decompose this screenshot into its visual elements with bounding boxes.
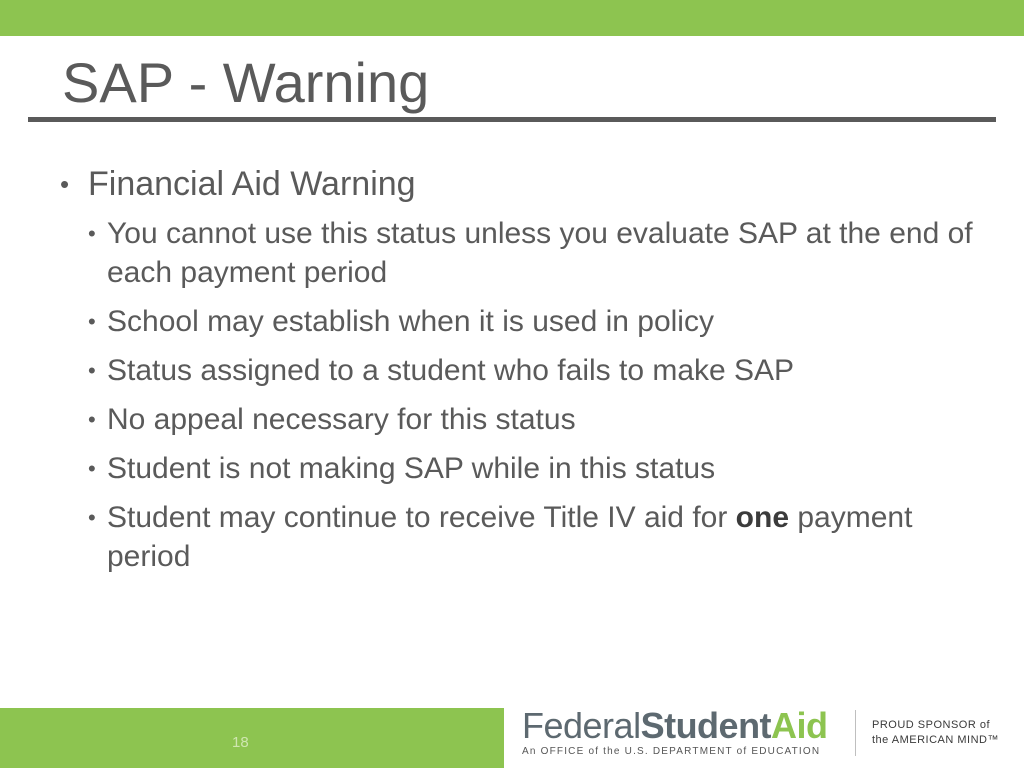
bullet-item: [88, 449, 1000, 488]
title-underline: [28, 117, 996, 122]
bullet-text: School may establish when it is used in policy: [107, 305, 714, 338]
bullet-dot-icon: •: [88, 505, 96, 530]
heading-text: Financial Aid Warning: [88, 165, 416, 203]
federal-student-aid-logo: [522, 706, 828, 757]
bullet-item: [88, 302, 1000, 341]
top-accent-bar: [0, 0, 1024, 36]
logo-subtitle: An OFFICE of the U.S. DEPARTMENT of EDUCATION: [522, 746, 821, 757]
bullet-dot-icon: •: [88, 309, 96, 334]
logo-student: Student: [640, 705, 772, 746]
bullet-text: Status assigned to a student who fails to make SAP: [107, 354, 795, 387]
page-number: 18: [232, 734, 249, 751]
footer-divider: [855, 710, 856, 756]
logo-federal: Federal: [522, 705, 641, 746]
slide-content: [60, 162, 1000, 586]
bullet-dot-icon: •: [88, 407, 96, 432]
slide-title: SAP - Warning: [62, 51, 430, 114]
bullet-item: [88, 214, 1000, 292]
sponsor-line-2: the AMERICAN MIND™: [872, 734, 999, 746]
bullet-item: [88, 351, 1000, 390]
bullet-text-bold: one: [735, 501, 790, 534]
footer-accent-bar: [0, 708, 504, 768]
logo-aid: Aid: [771, 705, 828, 746]
bullet-text: You cannot use this status unless you evaluate SAP at the end of each payment period: [107, 217, 973, 289]
logo-wordmark: [522, 706, 828, 746]
bullet-text-after: payment period: [107, 501, 913, 573]
bullet-level1: [60, 162, 1000, 206]
bullet-text-before: Student may continue to receive Title IV aid for: [107, 501, 736, 534]
sponsor-tagline: [872, 718, 999, 748]
bullet-dot-icon: •: [88, 221, 96, 246]
bullet-text: No appeal necessary for this status: [107, 403, 576, 436]
bullet-dot-icon: •: [88, 456, 96, 481]
bullet-item: [88, 400, 1000, 439]
bullet-item: [88, 498, 1000, 576]
bullet-dot-icon: •: [60, 169, 70, 199]
bullet-text: Student is not making SAP while in this status: [107, 452, 716, 485]
bullet-dot-icon: •: [88, 358, 96, 383]
sponsor-line-1: PROUD SPONSOR of: [872, 719, 991, 731]
